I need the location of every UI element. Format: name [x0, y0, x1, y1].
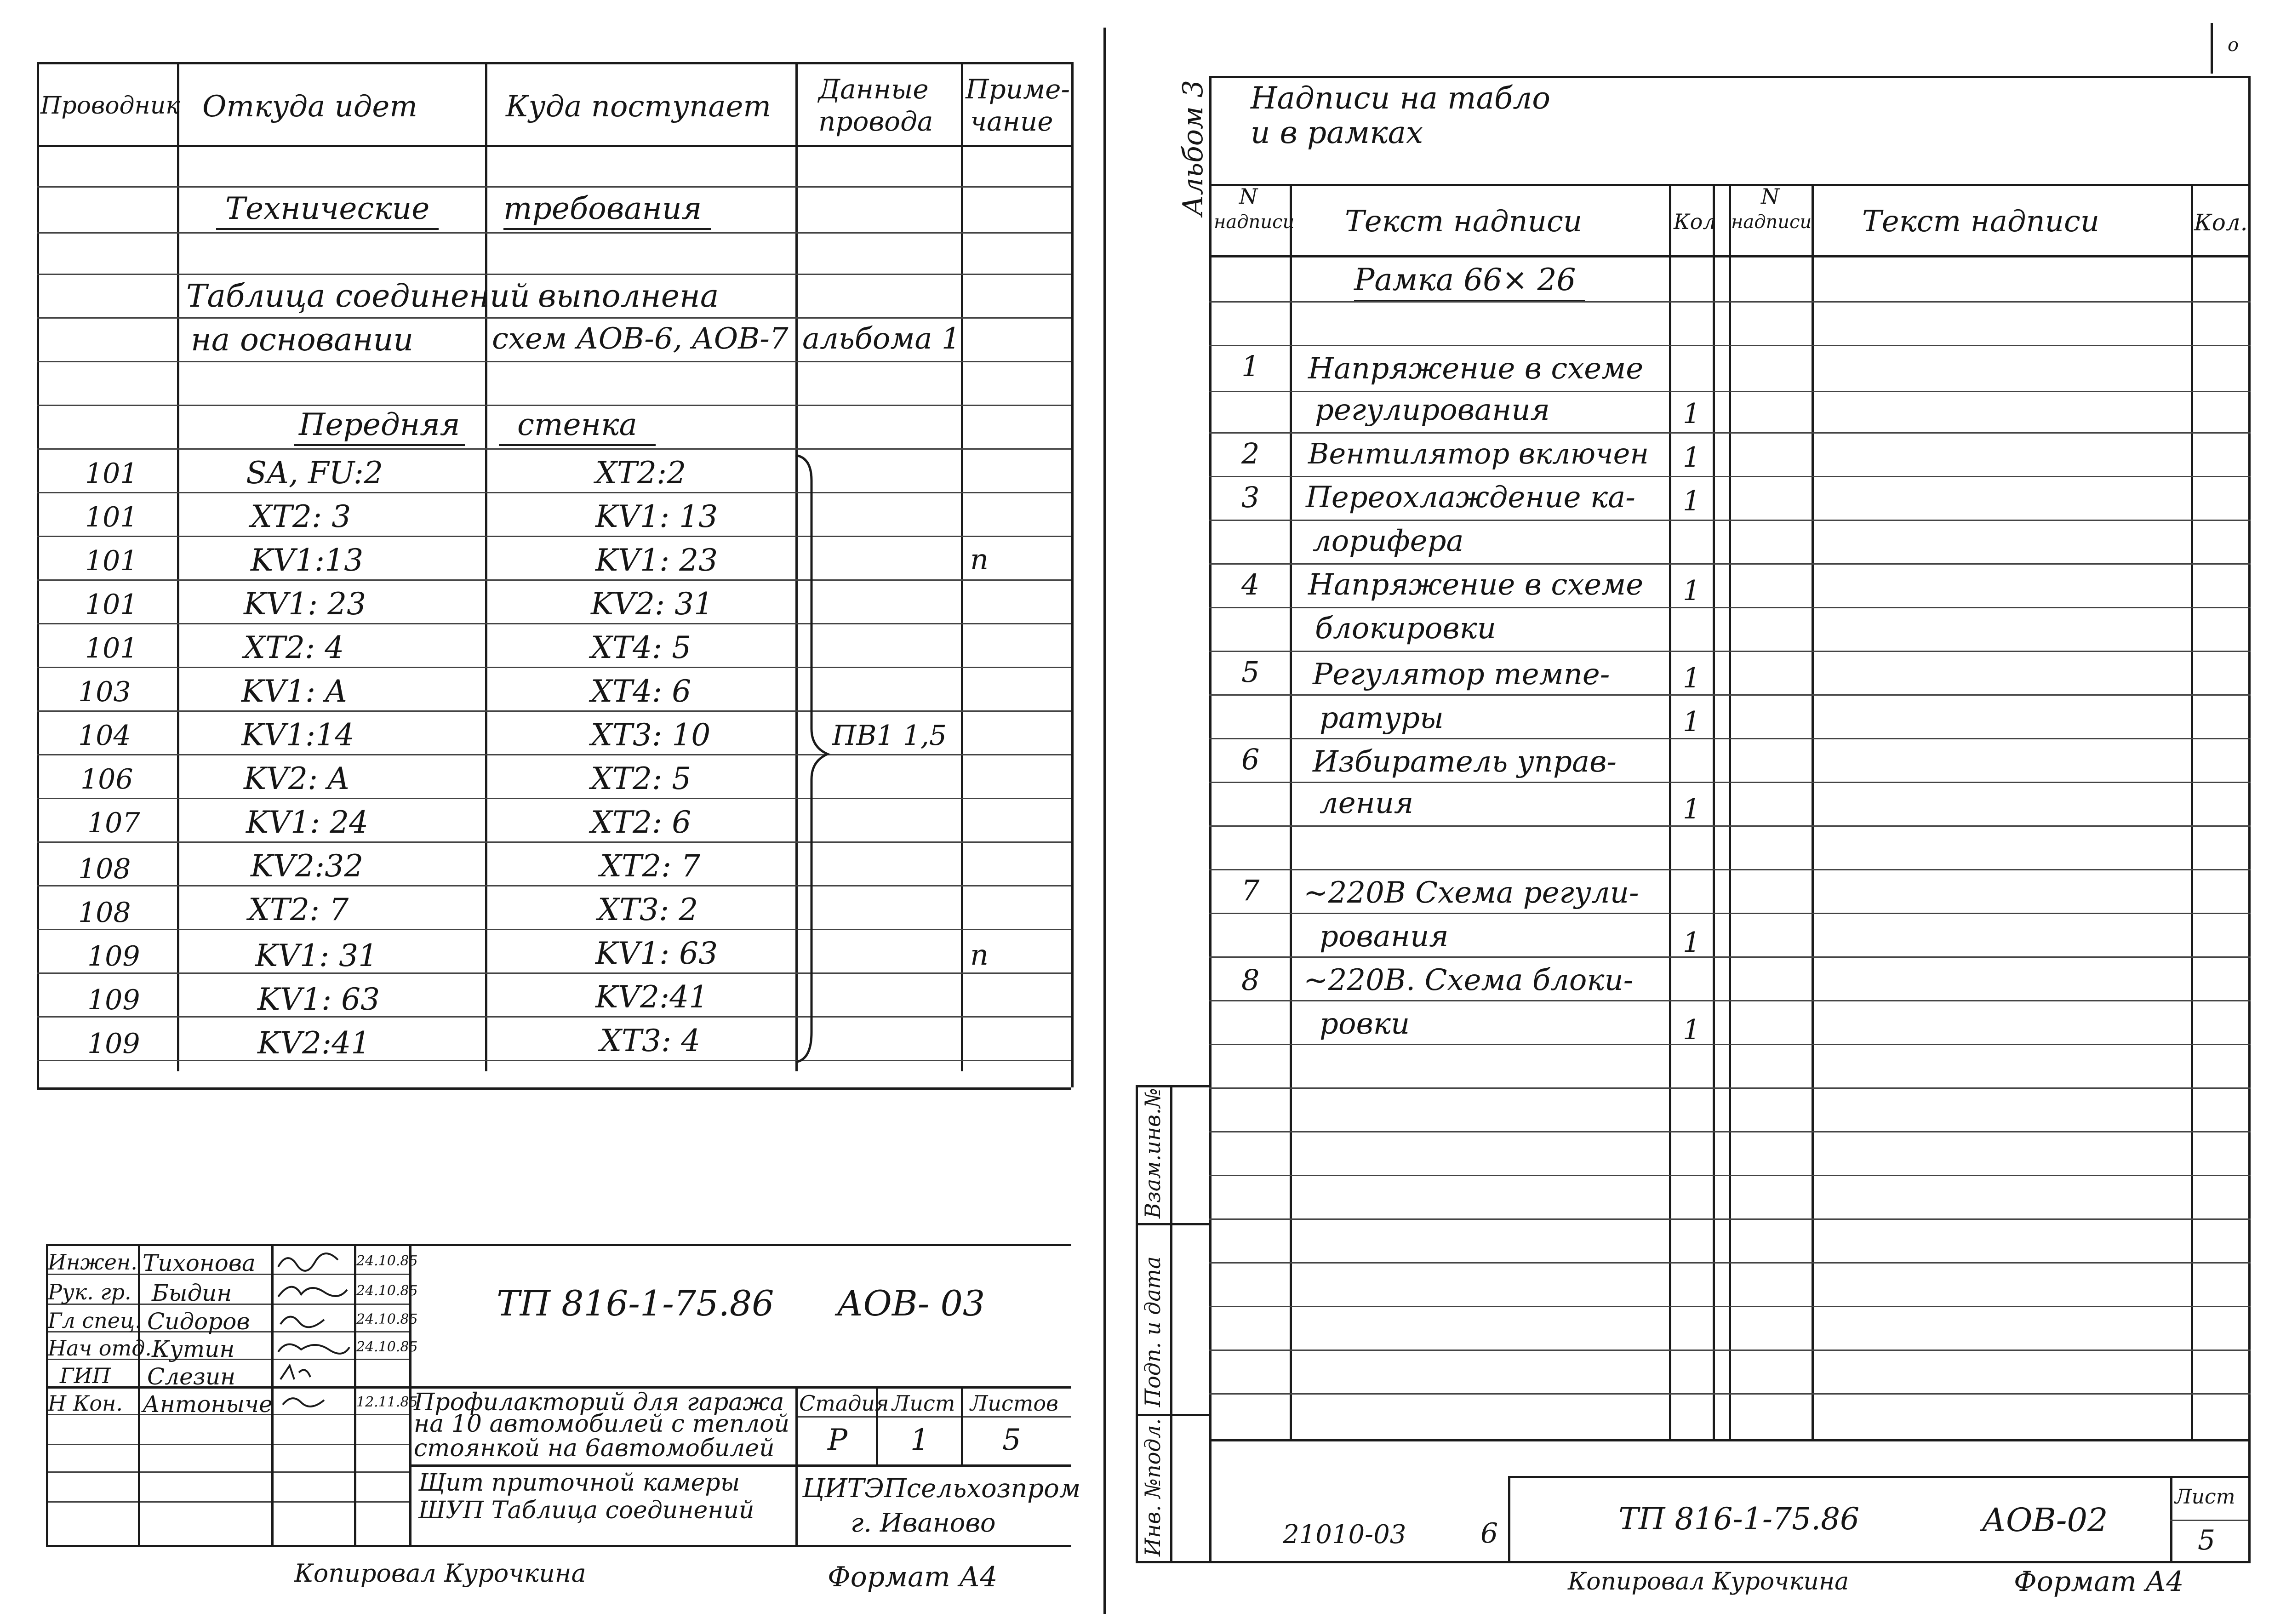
- insc-text: ровки: [1320, 1007, 1410, 1041]
- r-row-line: [1209, 651, 2251, 652]
- row-line: [37, 798, 1071, 799]
- intro-line-2a: на основании: [191, 322, 414, 358]
- r-row-line: [1209, 432, 2251, 434]
- cell-from: KV1: 31: [255, 938, 378, 973]
- intro-line-2b: схем АОВ-6, АОВ-7: [492, 322, 789, 356]
- stamp-date: 24.10.85: [356, 1339, 418, 1355]
- row-line: [37, 623, 1071, 624]
- stamp-vline: [795, 1386, 798, 1545]
- side-label-inv: Инв. №подл.: [1140, 1418, 1165, 1556]
- hdr-num-1: N: [1239, 184, 1258, 209]
- intro-line-1a: Таблица соединений: [186, 278, 530, 315]
- signatures-icon: [274, 1246, 354, 1412]
- row-line: [37, 186, 1071, 188]
- insc-text: ления: [1320, 786, 1414, 820]
- stamp-sheets: 5: [1002, 1423, 1021, 1457]
- r-stamp-sheet-label: Лист: [2175, 1485, 2235, 1509]
- stamp-sheet-code: АОВ- 03: [837, 1283, 985, 1324]
- row-line: [37, 1016, 1071, 1018]
- cell-to: XT3: 4: [600, 1023, 701, 1058]
- header-note-2: чание: [970, 106, 1053, 137]
- r-row-line: [1209, 1087, 2251, 1089]
- insc-text: ратуры: [1320, 701, 1444, 735]
- corner-tick: [2211, 23, 2213, 74]
- stamp-line: [795, 1416, 1071, 1418]
- section-tech-left: Технические: [216, 191, 439, 230]
- section-front-right: стенка: [499, 407, 656, 446]
- r-row-line: [1209, 738, 2251, 739]
- cell-wire: 101: [85, 632, 138, 664]
- insc-qty: 1: [1683, 441, 1701, 474]
- r-row-line: [1209, 869, 2251, 870]
- stamp-line: [46, 1545, 1071, 1547]
- insc-text: лорифера: [1313, 524, 1464, 558]
- cell-from: XT2: 3: [251, 499, 351, 534]
- cell-wire: 108: [78, 853, 131, 885]
- stamp-stage-label: Стадия: [799, 1391, 889, 1416]
- insc-num: 1: [1241, 349, 1260, 383]
- stamp-code: ТП 816-1-75.86: [497, 1283, 774, 1324]
- stamp-org-2: г. Иваново: [851, 1508, 996, 1538]
- stamp-name: Антоныче: [143, 1391, 273, 1418]
- hdr-text-b: Текст надписи: [1862, 205, 2100, 239]
- stamp-name: Быдин: [152, 1280, 232, 1306]
- row-line: [37, 579, 1071, 581]
- stamp-stage: Р: [828, 1423, 848, 1457]
- cell-wire: 101: [85, 501, 138, 533]
- stamp-sheets-label: Листов: [970, 1391, 1058, 1416]
- r-row-line: [1209, 1306, 2251, 1307]
- side-strip-line: [1136, 1085, 1209, 1087]
- cell-to: XT4: 6: [591, 674, 692, 709]
- insc-num: 7: [1241, 874, 1260, 907]
- cell-to: XT4: 5: [591, 630, 692, 665]
- row-line: [37, 710, 1071, 712]
- insc-text: ~220В Схема регули-: [1303, 876, 1639, 910]
- cell-wire: 106: [80, 763, 133, 795]
- cell-to: KV1: 63: [595, 936, 718, 971]
- r-stamp-sheet-div: [2170, 1476, 2172, 1561]
- insc-qty: 1: [1683, 793, 1701, 825]
- r-stamp-top: [1508, 1476, 2251, 1478]
- header-from: Откуда идет: [202, 90, 417, 124]
- cell-wire: 101: [85, 457, 138, 490]
- right-col-line: [1729, 184, 1731, 1439]
- r-row-line: [1209, 1000, 2251, 1001]
- r-row-line: [1209, 391, 2251, 392]
- header-wire-data-2: провода: [818, 106, 933, 137]
- right-top-border: [1209, 76, 2251, 78]
- r-row-line: [1209, 1175, 2251, 1176]
- insc-text: Избиратель управ-: [1313, 745, 1617, 779]
- row-line: [37, 317, 1071, 319]
- r-row-line: [1209, 520, 2251, 521]
- row-line: [37, 754, 1071, 755]
- stamp-line: [409, 1464, 1071, 1467]
- cell-from: XT2: 4: [244, 630, 344, 665]
- insc-qty: 1: [1683, 1014, 1701, 1046]
- frame-title: Рамка 66× 26: [1354, 262, 1585, 302]
- stamp-line: [46, 1244, 1071, 1246]
- stamp-description-2: на 10 автомобилей с теплой: [414, 1410, 790, 1438]
- row-line: [37, 492, 1071, 493]
- row-line: [37, 841, 1071, 843]
- side-strip-line: [1136, 1414, 1209, 1416]
- cell-note: п: [970, 938, 989, 972]
- left-bottom-border: [37, 1087, 1071, 1090]
- cell-to: XT3: 10: [591, 717, 711, 753]
- intro-line-1b: выполнена: [538, 278, 719, 315]
- insc-num: 3: [1241, 480, 1260, 514]
- stamp-date: 24.10.85: [356, 1311, 418, 1327]
- insc-qty: 1: [1683, 575, 1701, 607]
- insc-text: ~220В. Схема блоки-: [1303, 963, 1634, 997]
- cell-from: XT2: 7: [248, 892, 349, 927]
- right-col-line: [1669, 184, 1671, 1439]
- cell-from: KV1: A: [241, 674, 347, 709]
- insc-num: 5: [1241, 655, 1260, 689]
- stamp-date: 24.10.85: [356, 1253, 418, 1269]
- insc-text: рования: [1320, 920, 1449, 954]
- row-line: [37, 885, 1071, 886]
- stamp-sheet-label: Лист: [892, 1391, 955, 1416]
- cell-to: KV2: 31: [591, 586, 714, 622]
- cell-from: KV1: 23: [244, 586, 366, 622]
- row-line: [37, 361, 1071, 362]
- stamp-drawing-title-1: Щит приточной камеры: [418, 1469, 740, 1497]
- section-front-left: Передняя: [294, 407, 465, 446]
- r-row-line: [1209, 1044, 2251, 1045]
- sheet-divider: [1103, 28, 1106, 1614]
- stamp-date: 12.11.85: [356, 1394, 418, 1410]
- stamp-role: Рук. гр.: [48, 1280, 131, 1304]
- insc-text: Вентилятор включен: [1308, 437, 1649, 470]
- r-stamp-code: ТП 816-1-75.86: [1618, 1501, 1860, 1537]
- cell-wire: 104: [78, 720, 131, 752]
- r-row-line: [1209, 782, 2251, 783]
- r-row-line: [1209, 1350, 2251, 1351]
- cell-from: KV1: 24: [246, 805, 369, 840]
- stamp-name: Сидоров: [147, 1308, 250, 1335]
- right-col-line: [1812, 184, 1814, 1439]
- r-row-line: [1209, 345, 2251, 346]
- left-top-border: [37, 62, 1071, 64]
- stamp-description-1: Профилакторий для гаража: [414, 1389, 784, 1416]
- row-line: [37, 929, 1071, 930]
- r-row-line: [1209, 956, 2251, 958]
- right-title-1: Надписи на табло: [1251, 80, 1550, 116]
- hdr-num-2: надписи: [1214, 212, 1295, 233]
- header-note-1: Приме-: [966, 74, 1070, 105]
- cell-wire: 109: [87, 984, 140, 1016]
- insc-num: 4: [1241, 568, 1260, 601]
- right-right-border: [2248, 76, 2251, 1561]
- stamp-org-1: ЦИТЭПсельхозпром: [802, 1474, 1081, 1504]
- stamp-date: 24.10.85: [356, 1283, 418, 1299]
- r-row-line: [1209, 563, 2251, 565]
- stamp-name: Кутин: [152, 1336, 235, 1362]
- r-row-line: [1209, 1393, 2251, 1395]
- stamp-vline: [138, 1244, 140, 1545]
- row-line: [37, 1060, 1071, 1061]
- album-label: Альбом 3: [1177, 80, 1209, 216]
- stamp-drawing-title-2: ШУП Таблица соединений: [418, 1497, 754, 1524]
- left-left-border: [37, 62, 39, 1087]
- stamp-role: ГИП: [60, 1363, 111, 1388]
- insc-num: 6: [1241, 743, 1260, 776]
- left-right-border: [1071, 62, 1074, 1087]
- r-row-line: [1209, 1218, 2251, 1220]
- cell-from: SA, FU:2: [246, 455, 383, 491]
- r-row-line: [1209, 825, 2251, 827]
- cell-from: KV1:14: [241, 717, 354, 753]
- hdr-qty-b: Кол.: [2194, 209, 2248, 236]
- insc-text: Напряжение в схеме: [1308, 352, 1644, 386]
- stamp-sheet: 1: [910, 1423, 929, 1457]
- r-format-label: Формат А4: [2014, 1566, 2184, 1598]
- r-row-line: [1209, 913, 2251, 914]
- copied-by: Копировал Курочкина: [294, 1559, 586, 1588]
- insc-text: Регулятор темпе-: [1313, 658, 1610, 692]
- right-col-line: [1713, 184, 1715, 1439]
- insc-text: блокировки: [1315, 612, 1496, 646]
- stamp-role: Инжен.: [48, 1250, 137, 1275]
- cell-note: п: [970, 543, 989, 576]
- insc-qty: 1: [1683, 485, 1701, 517]
- right-col-line: [1290, 184, 1292, 1439]
- cell-from: KV2: A: [244, 761, 349, 796]
- right-bottom-border: [1508, 1561, 2251, 1563]
- r-stamp-sheet: 5: [2198, 1524, 2216, 1556]
- insc-qty: 1: [1683, 926, 1701, 959]
- r-row-line: [1209, 301, 2251, 303]
- side-strip-line: [1136, 1223, 1209, 1225]
- header-wire: Проводник: [40, 92, 180, 120]
- r-copied-by: Копировал Курочкина: [1568, 1568, 1849, 1595]
- r-row-line: [1209, 476, 2251, 477]
- cell-from: KV2:41: [257, 1025, 371, 1061]
- hdr-num-1b: N: [1761, 184, 1780, 209]
- side-strip-line: [1136, 1561, 1508, 1563]
- row-line: [37, 405, 1071, 406]
- r-row-line: [1209, 694, 2251, 696]
- side-label-sign: Подп. и дата: [1140, 1256, 1165, 1407]
- insc-qty: 1: [1683, 398, 1701, 430]
- side-label-replace: Взам.инв.№: [1140, 1088, 1165, 1218]
- inv-number: 21010-03: [1283, 1520, 1406, 1550]
- wire-spec: ПВ1 1,5: [832, 720, 947, 752]
- insc-num: 2: [1241, 437, 1260, 470]
- cell-wire: 109: [87, 1028, 140, 1060]
- brace-icon: [791, 453, 832, 1064]
- row-line: [37, 448, 1071, 450]
- cell-from: KV1: 63: [257, 982, 380, 1017]
- insc-text: Переохлаждение ка-: [1306, 480, 1635, 515]
- insc-qty: 1: [1683, 706, 1701, 738]
- r-row-line: [1209, 1262, 2251, 1264]
- row-line: [37, 232, 1071, 234]
- row-line: [37, 536, 1071, 537]
- side-strip-inner: [1170, 1085, 1172, 1561]
- cell-wire: 101: [85, 589, 138, 621]
- hdr-num-2b: надписи: [1731, 212, 1812, 233]
- cell-wire: 108: [78, 897, 131, 929]
- corner-mark: о: [2228, 34, 2239, 56]
- cell-wire: 109: [87, 940, 140, 972]
- cell-wire: 103: [78, 676, 131, 708]
- col-divider-1: [177, 62, 179, 1071]
- r-stamp-sheet-code: АОВ-02: [1982, 1501, 2108, 1539]
- section-tech-right: требования: [503, 191, 711, 230]
- insc-qty: 1: [1683, 662, 1701, 694]
- hdr-text: Текст надписи: [1345, 205, 1583, 239]
- row-line: [37, 274, 1071, 275]
- stamp-role: Н Кон.: [48, 1391, 123, 1416]
- cell-from: KV1:13: [251, 543, 364, 578]
- cell-to: KV1: 23: [595, 543, 718, 578]
- cell-to: KV2:41: [595, 979, 709, 1015]
- stamp-role: Гл спец.: [48, 1308, 142, 1333]
- cell-to: KV1: 13: [595, 499, 718, 534]
- row-line: [37, 667, 1071, 668]
- stamp-name: Тихонова: [143, 1250, 256, 1276]
- insc-text: регулирования: [1315, 393, 1550, 427]
- format-label: Формат А4: [828, 1561, 998, 1593]
- row-line: [37, 972, 1071, 974]
- r-row-line: [1209, 607, 2251, 608]
- cell-wire: 107: [87, 807, 140, 839]
- right-title-2: и в рамках: [1251, 115, 1423, 150]
- col-divider-4: [961, 62, 963, 1071]
- stamp-role: Нач отд.: [48, 1336, 152, 1361]
- inv-sheet: 6: [1480, 1517, 1498, 1550]
- insc-text: Напряжение в схеме: [1308, 568, 1644, 602]
- cell-from: KV2:32: [251, 848, 364, 884]
- intro-line-2c: альбома 1: [802, 322, 960, 356]
- hdr-qty: Кол: [1674, 209, 1716, 234]
- stamp-name: Слезин: [147, 1363, 236, 1390]
- cell-to: XT2: 7: [600, 848, 701, 884]
- cell-wire: 101: [85, 545, 138, 577]
- r-stamp-left: [1508, 1476, 1510, 1561]
- stamp-vline: [961, 1386, 963, 1464]
- r-row-line: [1209, 1131, 2251, 1132]
- insc-num: 8: [1241, 963, 1260, 997]
- header-to: Куда поступает: [506, 90, 772, 124]
- right-col-line: [2191, 184, 2193, 1439]
- stamp-description-3: стоянкой на 6автомобилей: [414, 1435, 775, 1462]
- cell-to: XT3: 2: [598, 892, 698, 927]
- side-strip-border: [1136, 1085, 1138, 1561]
- header-bottom: [37, 145, 1071, 147]
- cell-to: XT2: 6: [591, 805, 692, 840]
- header-wire-data-1: Данные: [818, 74, 929, 105]
- cell-to: XT2: 5: [591, 761, 692, 796]
- cell-to: XT2:2: [595, 455, 686, 491]
- right-left-border: [1209, 76, 1212, 1561]
- col-divider-2: [485, 62, 487, 1071]
- r-row-line: [1209, 1439, 2251, 1441]
- r-stamp-sheet-line: [2170, 1520, 2248, 1521]
